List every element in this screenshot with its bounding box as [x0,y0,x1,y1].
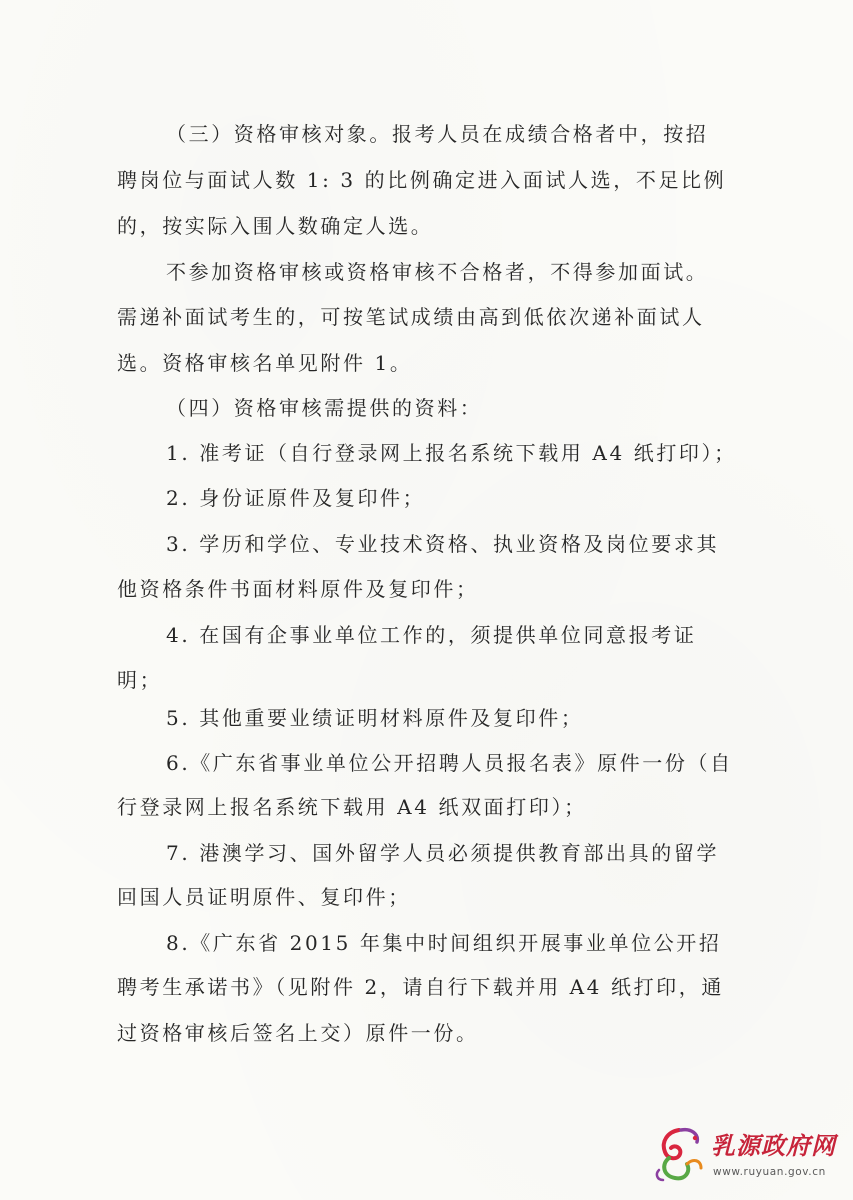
text-line: （三）资格审核对象。报考人员在成绩合格者中，按招 [166,122,709,146]
site-watermark [651,1120,841,1192]
text-line: 明； [117,668,163,692]
dragon-logo-icon [651,1124,709,1184]
watermark-title: 乳源政府网 [711,1131,836,1160]
text-line: 行登录网上报名系统下载用 A4 纸双面打印）； [117,795,587,819]
text-line: 8.《广东省 2015 年集中时间组织开展事业单位公开招 [166,931,722,955]
text-line: 回国人员证明原件、复印件； [117,885,411,909]
text-line: 3. 学历和学位、专业技术资格、执业资格及岗位要求其 [166,532,720,556]
text-line: 1. 准考证（自行登录网上报名系统下载用 A4 纸打印）； [166,441,737,465]
text-line: （四）资格审核需提供的资料： [166,396,483,420]
text-line: 他资格条件书面材料原件及复印件； [117,577,479,601]
text-line: 需递补面试考生的，可按笔试成绩由高到低依次递补面试人 [117,305,705,329]
text-line: 6.《广东省事业单位公开招聘人员报名表》原件一份（自 [166,751,733,775]
text-line: 4. 在国有企事业单位工作的，须提供单位同意报考证 [166,623,697,647]
text-line: 不参加资格审核或资格审核不合格者，不得参加面试。 [166,260,709,284]
text-line: 7. 港澳学习、国外留学人员必须提供教育部出具的留学 [166,841,720,865]
text-line: 5. 其他重要业绩证明材料原件及复印件； [166,706,584,730]
text-line: 2. 身份证原件及复印件； [166,486,426,510]
text-line: 聘考生承诺书》（见附件 2，请自行下载并用 A4 纸打印，通 [117,975,724,999]
text-line: 选。资格审核名单见附件 1。 [117,351,413,375]
text-line: 过资格审核后签名上交）原件一份。 [117,1021,479,1045]
watermark-url: www.ruyuan.gov.cn [713,1166,826,1178]
text-line: 聘岗位与面试人数 1: 3 的比例确定进入面试人选，不足比例 [117,168,727,192]
text-line: 的，按实际入围人数确定人选。 [117,214,434,238]
